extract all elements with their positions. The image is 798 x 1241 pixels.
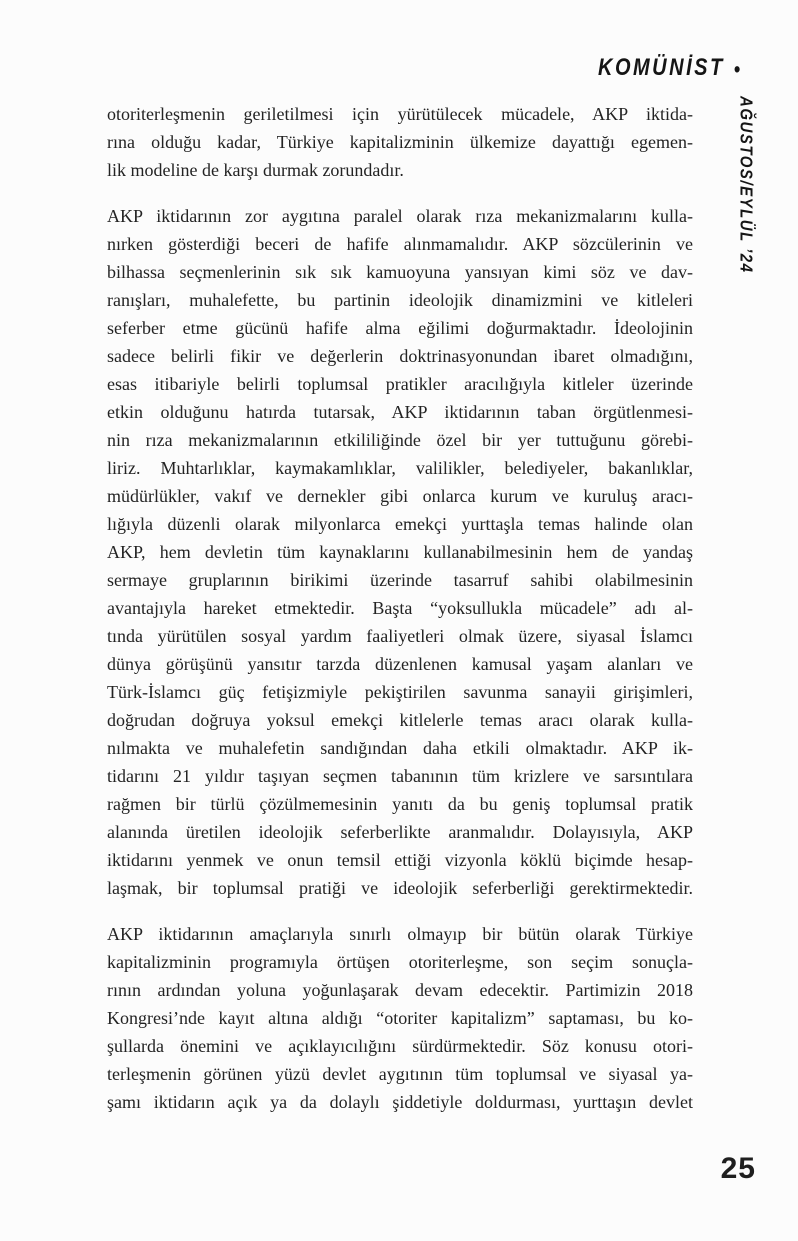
text-line: tında yürütülen sosyal yardım faaliyetleri olmak üzere, siyasal İslamcı <box>107 626 693 646</box>
text-line: nırken gösterdiği beceri de hafife alınmamalıdır. AKP sözcülerinin ve <box>107 234 693 254</box>
text-line: Kongresi’nde kayıt altına aldığı “otoriter kapitalizm” saptaması, bu ko- <box>107 1008 693 1028</box>
bullet-icon: • <box>733 56 740 81</box>
text-line: ranışları, muhalefette, bu partinin ideolojik dinamizmini ve kitleleri <box>107 290 693 310</box>
text-line: lik modeline de karşı durmak zorundadır. <box>107 160 404 180</box>
text-line: bilhassa seçmenlerinin sık sık kamuoyuna yansıyan kimi söz ve dav- <box>107 262 693 282</box>
issue-date-label: AĞUSTOS/EYLÜL ’24 <box>735 96 756 274</box>
text-line: rına olduğu kadar, Türkiye kapitalizminin ülkemize dayattığı egemen- <box>107 132 693 152</box>
article-body <box>107 100 693 1134</box>
paragraph <box>107 920 693 1116</box>
text-line: iktidarını yenmek ve onun temsil ettiği vizyonla köklü biçimde hesap- <box>107 850 693 870</box>
paragraph <box>107 202 693 902</box>
text-line: kapitalizminin programıyla örtüşen otoriterleşme, son seçim sonuçla- <box>107 952 693 972</box>
text-line: lığıyla düzenli olarak milyonlarca emekçi yurttaşla temas halinde olan <box>107 514 693 534</box>
text-line: terleşmenin görünen yüzü devlet aygıtının tüm toplumsal ve siyasal ya- <box>107 1064 693 1084</box>
text-line: AKP, hem devletin tüm kaynaklarını kullanabilmesinin hem de yandaş <box>107 542 693 562</box>
text-line: dünya görüşünü yansıtır tarzda düzenlenen kamusal yaşam alanları ve <box>107 654 693 674</box>
text-line: AKP iktidarının amaçlarıyla sınırlı olmayıp bir bütün olarak Türkiye <box>107 924 693 944</box>
text-line: nılmakta ve muhalefetin sandığından daha etkili olmaktadır. AKP ik- <box>107 738 693 758</box>
page-number: 25 <box>720 1152 756 1185</box>
text-line: sermaye gruplarının birikimi üzerinde tasarruf sahibi olabilmesinin <box>107 570 693 590</box>
paragraph <box>107 100 693 184</box>
text-line: tidarını 21 yıldır taşıyan seçmen tabanının tüm krizlere ve sarsıntılara <box>107 766 693 786</box>
text-line: şamı iktidarın açık ya da dolaylı şiddetiyle doldurması, yurttaşın devlet <box>107 1092 693 1112</box>
text-line: rağmen bir türlü çözülmemesinin yanıtı da bu geniş toplumsal pratik <box>107 794 693 814</box>
journal-title: KOMÜNİST <box>598 54 725 82</box>
text-line: rının ardından yoluna yoğunlaşarak devam edecektir. Partimizin 2018 <box>107 980 693 1000</box>
text-line: seferber etme gücünü hafife alma eğilimi doğurmaktadır. İdeolojinin <box>107 318 693 338</box>
text-line: AKP iktidarının zor aygıtına paralel olarak rıza mekanizmalarını kulla- <box>107 206 693 226</box>
text-line: avantajıyla hareket etmektedir. Başta “yoksullukla mücadele” adı al- <box>107 598 693 618</box>
text-line: esas itibariyle belirli toplumsal pratikler aracılığıyla kitleler üzerinde <box>107 374 693 394</box>
text-line: liriz. Muhtarlıklar, kaymakamlıklar, valilikler, belediyeler, bakanlıklar, <box>107 458 693 478</box>
text-line: müdürlükler, vakıf ve dernekler gibi onlarca kurum ve kuruluş aracı- <box>107 486 693 506</box>
page-header <box>598 54 740 82</box>
text-line: şullarda önemini ve açıklayıcılığını sürdürmektedir. Söz konusu otori- <box>107 1036 693 1056</box>
text-line: etkin olduğunu hatırda tutarsak, AKP iktidarının taban örgütlenmesi- <box>107 402 693 422</box>
text-line: alanında üretilen ideolojik seferberlikte aranmalıdır. Dolayısıyla, AKP <box>107 822 693 842</box>
text-line: laşmak, bir toplumsal pratiği ve ideolojik seferberliği gerektirmektedir. <box>107 878 693 898</box>
text-line: doğrudan doğruya yoksul emekçi kitlelerle temas aracı olarak kulla- <box>107 710 693 730</box>
text-line: nin rıza mekanizmalarının etkililiğinde özel bir yer tuttuğunu görebi- <box>107 430 693 450</box>
text-line: sadece belirli fikir ve değerlerin doktrinasyonundan ibaret olmadığını, <box>107 346 693 366</box>
text-line: Türk-İslamcı güç fetişizmiyle pekiştirilen savunma sanayii girişimleri, <box>107 682 693 702</box>
text-line: otoriterleşmenin geriletilmesi için yürütülecek mücadele, AKP iktida- <box>107 104 693 124</box>
